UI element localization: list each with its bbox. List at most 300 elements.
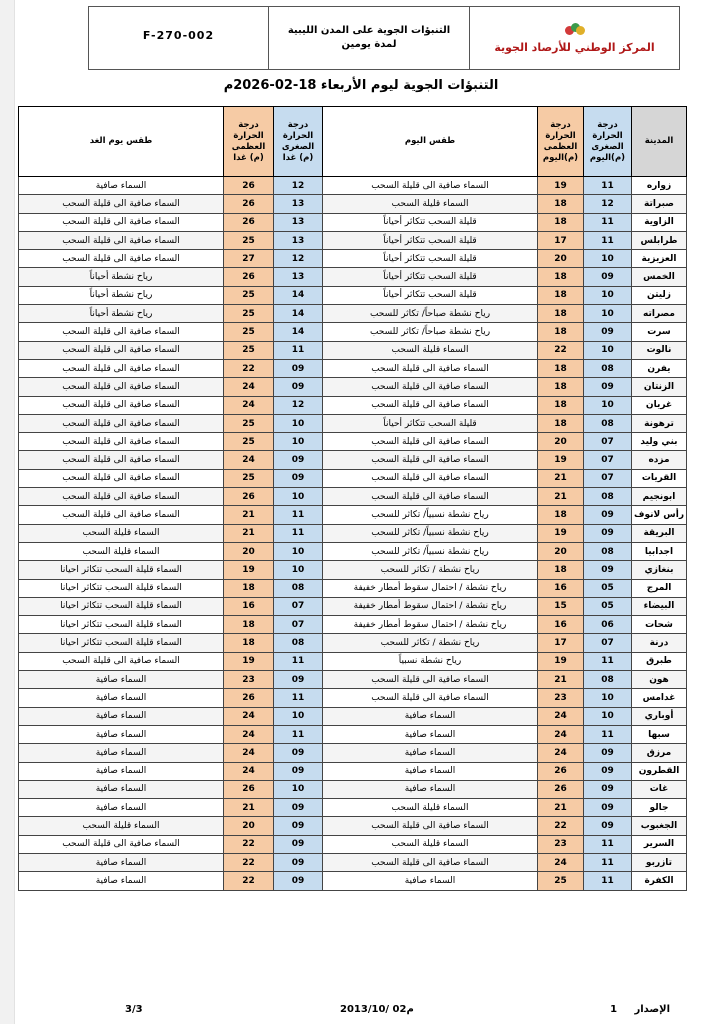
table-row [19,652,687,670]
max-tomorrow-cell: 22 [224,872,274,890]
min-today-cell: 11 [584,231,632,249]
weather-tomorrow-cell: السماء قليلة السحب [19,817,224,835]
weather-today-cell: السماء صافية [323,725,538,743]
max-tomorrow-cell: 19 [224,652,274,670]
min-today-cell: 10 [584,396,632,414]
city-cell: بنغازي [632,561,687,579]
min-today-cell: 11 [584,213,632,231]
max-tomorrow-cell: 18 [224,579,274,597]
max-today-cell: 24 [538,853,584,871]
document-header [88,6,680,70]
max-today-cell: 19 [538,177,584,195]
weather-tomorrow-cell: السماء صافية الى قليلة السحب [19,341,224,359]
min-tomorrow-cell: 14 [274,286,323,304]
city-cell: مرزق [632,744,687,762]
max-today-cell: 21 [538,488,584,506]
weather-today-cell: السماء صافية الى قليلة السحب [323,817,538,835]
min-today-cell: 11 [584,177,632,195]
min-today-cell: 09 [584,799,632,817]
weather-today-cell: رياح نشطة / تكاثر للسحب [323,561,538,579]
weather-tomorrow-cell: السماء صافية [19,853,224,871]
weather-tomorrow-cell: السماء صافية الى قليلة السحب [19,433,224,451]
city-cell: طرابلس [632,231,687,249]
min-tomorrow-cell: 11 [274,652,323,670]
city-cell: اجدابيا [632,542,687,560]
max-today-cell: 19 [538,451,584,469]
max-tomorrow-cell: 18 [224,616,274,634]
min-tomorrow-cell: 13 [274,213,323,231]
min-today-cell: 07 [584,634,632,652]
max-tomorrow-cell: 25 [224,433,274,451]
max-today-cell: 18 [538,305,584,323]
min-tomorrow-cell: 11 [274,341,323,359]
min-today-cell: 08 [584,542,632,560]
weather-today-cell: السماء صافية [323,707,538,725]
max-today-cell: 21 [538,671,584,689]
max-tomorrow-cell: 26 [224,213,274,231]
weather-tomorrow-cell: رياح نشطة أحياناً [19,268,224,286]
min-today-cell: 08 [584,671,632,689]
max-tomorrow-cell: 25 [224,469,274,487]
max-today-cell: 18 [538,561,584,579]
max-tomorrow-cell: 25 [224,414,274,432]
min-today-cell: 08 [584,414,632,432]
min-tomorrow-cell: 09 [274,378,323,396]
max-tomorrow-cell: 24 [224,725,274,743]
city-cell: العزيزية [632,250,687,268]
table-row [19,341,687,359]
header-title-line2: لمدة يومين [341,39,397,50]
max-today-cell: 22 [538,817,584,835]
weather-today-cell: السماء صافية [323,744,538,762]
table-row [19,835,687,853]
min-tomorrow-cell: 13 [274,195,323,213]
max-today-cell: 15 [538,597,584,615]
max-today-cell: 17 [538,634,584,652]
min-tomorrow-cell: 14 [274,305,323,323]
column-header-min-tomorrow: درجة الحرارة الصغرى (م) غدا [274,107,323,177]
max-today-cell: 24 [538,707,584,725]
min-today-cell: 07 [584,451,632,469]
city-cell: البيضاء [632,597,687,615]
issue-date: 2013/10/ 02م [340,1004,414,1015]
min-tomorrow-cell: 09 [274,671,323,689]
city-cell: القطرون [632,762,687,780]
weather-today-cell: السماء صافية الى قليلة السحب [323,469,538,487]
table-row [19,725,687,743]
city-cell: الكفرة [632,872,687,890]
city-cell: سرت [632,323,687,341]
max-tomorrow-cell: 24 [224,707,274,725]
min-today-cell: 11 [584,853,632,871]
max-today-cell: 26 [538,762,584,780]
city-cell: غدامس [632,689,687,707]
max-today-cell: 19 [538,652,584,670]
max-tomorrow-cell: 22 [224,359,274,377]
city-cell: درنة [632,634,687,652]
page-title: التنبؤات الجوية ليوم الأربعاء 18-02-2026م [223,78,499,93]
weather-today-cell: السماء صافية الى قليلة السحب [323,433,538,451]
table-row [19,579,687,597]
min-tomorrow-cell: 14 [274,323,323,341]
min-tomorrow-cell: 09 [274,469,323,487]
min-today-cell: 10 [584,305,632,323]
max-today-cell: 18 [538,323,584,341]
min-tomorrow-cell: 07 [274,597,323,615]
column-header-weather-today: طقس اليوم [323,107,538,177]
weather-today-cell: السماء صافية [323,780,538,798]
weather-today-cell: قليلة السحب تتكاثر أحياناً [323,414,538,432]
weather-tomorrow-cell: رياح نشطة أحياناً [19,286,224,304]
logo-icon [565,23,585,37]
min-tomorrow-cell: 13 [274,268,323,286]
weather-tomorrow-cell: السماء صافية [19,177,224,195]
version-label: الإصدار [634,1004,670,1015]
weather-today-cell: السماء قليلة السحب [323,835,538,853]
weather-tomorrow-cell: السماء صافية الى قليلة السحب [19,213,224,231]
max-today-cell: 21 [538,799,584,817]
table-row [19,250,687,268]
max-tomorrow-cell: 21 [224,524,274,542]
weather-today-cell: السماء صافية الى قليلة السحب [323,689,538,707]
weather-tomorrow-cell: السماء صافية [19,671,224,689]
max-today-cell: 23 [538,689,584,707]
min-today-cell: 06 [584,616,632,634]
weather-today-cell: قليلة السحب تتكاثر أحياناً [323,268,538,286]
max-today-cell: 21 [538,469,584,487]
min-tomorrow-cell: 10 [274,780,323,798]
weather-today-cell: رياح نشطة / تكاثر للسحب [323,634,538,652]
weather-tomorrow-cell: السماء صافية الى قليلة السحب [19,488,224,506]
min-today-cell: 09 [584,506,632,524]
max-today-cell: 18 [538,396,584,414]
city-cell: نالوت [632,341,687,359]
page-number: 3/3 [125,1004,143,1015]
min-today-cell: 10 [584,689,632,707]
weather-tomorrow-cell: السماء صافية الى قليلة السحب [19,323,224,341]
min-today-cell: 11 [584,652,632,670]
weather-today-cell: قليلة السحب تتكاثر أحياناً [323,213,538,231]
table-row [19,195,687,213]
city-cell: شحات [632,616,687,634]
max-today-cell: 17 [538,231,584,249]
max-today-cell: 18 [538,378,584,396]
table-row [19,542,687,560]
max-today-cell: 18 [538,414,584,432]
city-cell: الخمس [632,268,687,286]
table-row [19,286,687,304]
min-tomorrow-cell: 10 [274,488,323,506]
weather-today-cell: رياح نشطة نسبياً [323,652,538,670]
organization-block [470,7,679,69]
table-row [19,689,687,707]
weather-today-cell: رياح نشطة صباحاً/ تكاثر للسحب [323,323,538,341]
min-tomorrow-cell: 10 [274,414,323,432]
max-today-cell: 18 [538,268,584,286]
weather-tomorrow-cell: السماء صافية [19,872,224,890]
min-today-cell: 10 [584,341,632,359]
column-header-weather-tomorrow: طقس يوم الغد [19,107,224,177]
max-tomorrow-cell: 21 [224,799,274,817]
table-row [19,634,687,652]
max-tomorrow-cell: 25 [224,231,274,249]
max-tomorrow-cell: 24 [224,396,274,414]
weather-today-cell: السماء صافية الى قليلة السحب [323,396,538,414]
min-tomorrow-cell: 11 [274,725,323,743]
table-row [19,744,687,762]
max-today-cell: 19 [538,524,584,542]
max-tomorrow-cell: 19 [224,561,274,579]
max-tomorrow-cell: 26 [224,689,274,707]
min-today-cell: 09 [584,817,632,835]
max-today-cell: 24 [538,744,584,762]
min-tomorrow-cell: 10 [274,707,323,725]
form-code: F-270-002 [89,7,269,69]
max-tomorrow-cell: 20 [224,817,274,835]
weather-today-cell: رياح نشطة / احتمال سقوط أمطار خفيفة [323,616,538,634]
weather-today-cell: السماء صافية [323,872,538,890]
weather-today-cell: السماء قليلة السحب [323,195,538,213]
city-cell: طبرق [632,652,687,670]
city-cell: غات [632,780,687,798]
table-row [19,396,687,414]
min-tomorrow-cell: 13 [274,231,323,249]
city-cell: جالو [632,799,687,817]
city-cell: المرج [632,579,687,597]
weather-tomorrow-cell: السماء صافية الى قليلة السحب [19,469,224,487]
city-cell: زواره [632,177,687,195]
table-row [19,561,687,579]
weather-tomorrow-cell: السماء قليلة السحب [19,542,224,560]
min-tomorrow-cell: 08 [274,579,323,597]
city-cell: هون [632,671,687,689]
min-today-cell: 09 [584,561,632,579]
min-today-cell: 08 [584,488,632,506]
table-row [19,359,687,377]
weather-tomorrow-cell: السماء صافية [19,799,224,817]
min-today-cell: 09 [584,762,632,780]
city-cell: الزاوية [632,213,687,231]
column-header-max-today: درجة الحرارة العظمى (م)اليوم [538,107,584,177]
forecast-table [18,106,687,891]
min-today-cell: 09 [584,744,632,762]
min-tomorrow-cell: 11 [274,524,323,542]
table-row [19,671,687,689]
min-today-cell: 09 [584,378,632,396]
table-row [19,433,687,451]
min-tomorrow-cell: 12 [274,177,323,195]
min-today-cell: 05 [584,597,632,615]
city-cell: ابونجيم [632,488,687,506]
table-row [19,451,687,469]
max-today-cell: 26 [538,780,584,798]
min-tomorrow-cell: 09 [274,744,323,762]
weather-today-cell: السماء قليلة السحب [323,799,538,817]
min-tomorrow-cell: 12 [274,250,323,268]
weather-tomorrow-cell: السماء صافية الى قليلة السحب [19,652,224,670]
table-row [19,616,687,634]
min-today-cell: 09 [584,524,632,542]
table-row [19,488,687,506]
table-row [19,524,687,542]
min-tomorrow-cell: 09 [274,762,323,780]
table-row [19,853,687,871]
max-tomorrow-cell: 24 [224,451,274,469]
table-row [19,469,687,487]
min-today-cell: 07 [584,433,632,451]
weather-today-cell: السماء قليلة السحب [323,341,538,359]
city-cell: بني وليد [632,433,687,451]
max-today-cell: 20 [538,542,584,560]
weather-today-cell: السماء صافية الى قليلة السحب [323,451,538,469]
weather-tomorrow-cell: السماء قليلة السحب تتكاثر احيانا [19,616,224,634]
city-cell: مزده [632,451,687,469]
max-tomorrow-cell: 26 [224,195,274,213]
min-today-cell: 07 [584,469,632,487]
max-tomorrow-cell: 16 [224,597,274,615]
weather-tomorrow-cell: السماء صافية [19,725,224,743]
city-cell: ترهونة [632,414,687,432]
min-tomorrow-cell: 09 [274,799,323,817]
weather-tomorrow-cell: السماء صافية الى قليلة السحب [19,506,224,524]
weather-tomorrow-cell: السماء صافية الى قليلة السحب [19,359,224,377]
table-row [19,872,687,890]
max-tomorrow-cell: 25 [224,286,274,304]
min-tomorrow-cell: 09 [274,835,323,853]
max-tomorrow-cell: 25 [224,323,274,341]
weather-today-cell: السماء صافية [323,762,538,780]
max-today-cell: 20 [538,250,584,268]
table-row [19,707,687,725]
min-tomorrow-cell: 10 [274,561,323,579]
city-cell: البريقة [632,524,687,542]
max-tomorrow-cell: 25 [224,305,274,323]
max-tomorrow-cell: 18 [224,634,274,652]
min-today-cell: 11 [584,835,632,853]
table-row [19,762,687,780]
max-today-cell: 22 [538,341,584,359]
min-tomorrow-cell: 09 [274,817,323,835]
weather-today-cell: السماء صافية الى قليلة السحب [323,853,538,871]
table-row [19,268,687,286]
max-today-cell: 18 [538,195,584,213]
max-tomorrow-cell: 26 [224,177,274,195]
weather-tomorrow-cell: السماء صافية الى قليلة السحب [19,250,224,268]
max-tomorrow-cell: 26 [224,488,274,506]
weather-today-cell: السماء صافية الى قليلة السحب [323,177,538,195]
version-info [610,1004,670,1015]
max-tomorrow-cell: 22 [224,835,274,853]
weather-today-cell: قليلة السحب تتكاثر أحياناً [323,250,538,268]
weather-tomorrow-cell: السماء صافية [19,744,224,762]
column-header-min-today: درجة الحرارة الصغرى (م)اليوم [584,107,632,177]
city-cell: الجغبوب [632,817,687,835]
weather-tomorrow-cell: السماء صافية [19,780,224,798]
weather-today-cell: رياح نشطة نسبياً/ تكاثر للسحب [323,524,538,542]
weather-tomorrow-cell: السماء قليلة السحب تتكاثر احيانا [19,561,224,579]
header-title-line1: التنبؤات الجوية على المدن الليبية [287,25,451,36]
weather-today-cell: قليلة السحب تتكاثر أحياناً [323,286,538,304]
weather-today-cell: السماء صافية الى قليلة السحب [323,378,538,396]
weather-tomorrow-cell: السماء صافية الى قليلة السحب [19,835,224,853]
table-row [19,378,687,396]
min-tomorrow-cell: 09 [274,359,323,377]
table-row [19,780,687,798]
table-row [19,213,687,231]
max-tomorrow-cell: 27 [224,250,274,268]
max-tomorrow-cell: 25 [224,341,274,359]
min-today-cell: 10 [584,707,632,725]
max-today-cell: 18 [538,213,584,231]
table-row [19,231,687,249]
min-tomorrow-cell: 09 [274,853,323,871]
table-row [19,323,687,341]
min-today-cell: 10 [584,250,632,268]
min-tomorrow-cell: 09 [274,872,323,890]
table-row [19,414,687,432]
max-today-cell: 18 [538,506,584,524]
max-tomorrow-cell: 24 [224,744,274,762]
min-tomorrow-cell: 09 [274,451,323,469]
weather-tomorrow-cell: السماء قليلة السحب تتكاثر احيانا [19,579,224,597]
city-cell: يفرن [632,359,687,377]
organization-name: المركز الوطني للأرصاد الجوية [494,40,655,54]
max-tomorrow-cell: 22 [224,853,274,871]
min-today-cell: 05 [584,579,632,597]
table-row [19,305,687,323]
max-today-cell: 18 [538,286,584,304]
max-today-cell: 16 [538,616,584,634]
weather-tomorrow-cell: السماء صافية الى قليلة السحب [19,396,224,414]
weather-tomorrow-cell: السماء قليلة السحب تتكاثر احيانا [19,597,224,615]
weather-today-cell: السماء صافية الى قليلة السحب [323,359,538,377]
weather-tomorrow-cell: السماء صافية الى قليلة السحب [19,231,224,249]
weather-today-cell: رياح نشطة / احتمال سقوط أمطار خفيفة [323,597,538,615]
min-today-cell: 11 [584,725,632,743]
max-tomorrow-cell: 24 [224,378,274,396]
min-today-cell: 09 [584,268,632,286]
weather-tomorrow-cell: السماء صافية [19,707,224,725]
city-cell: مصراته [632,305,687,323]
table-row [19,817,687,835]
weather-today-cell: قليلة السحب تتكاثر أحياناً [323,231,538,249]
city-cell: زليتن [632,286,687,304]
city-cell: أوباري [632,707,687,725]
city-cell: رأس لانوف [632,506,687,524]
max-today-cell: 20 [538,433,584,451]
weather-tomorrow-cell: السماء صافية [19,689,224,707]
weather-today-cell: رياح نشطة / احتمال سقوط أمطار خفيفة [323,579,538,597]
min-tomorrow-cell: 12 [274,396,323,414]
table-row [19,177,687,195]
column-header-city: المدينة [632,107,687,177]
min-today-cell: 09 [584,780,632,798]
page-edge [0,0,15,1024]
city-cell: تازربو [632,853,687,871]
max-today-cell: 23 [538,835,584,853]
weather-today-cell: رياح نشطة نسبياً/ تكاثر للسحب [323,506,538,524]
min-today-cell: 11 [584,872,632,890]
weather-today-cell: رياح نشطة نسبياً/ تكاثر للسحب [323,542,538,560]
max-today-cell: 16 [538,579,584,597]
weather-today-cell: السماء صافية الى قليلة السحب [323,671,538,689]
min-today-cell: 09 [584,323,632,341]
weather-tomorrow-cell: السماء صافية الى قليلة السحب [19,451,224,469]
column-header-max-tomorrow: درجة الحرارة العظمى (م) غدا [224,107,274,177]
city-cell: الزنتان [632,378,687,396]
min-tomorrow-cell: 11 [274,689,323,707]
weather-tomorrow-cell: السماء صافية الى قليلة السحب [19,195,224,213]
